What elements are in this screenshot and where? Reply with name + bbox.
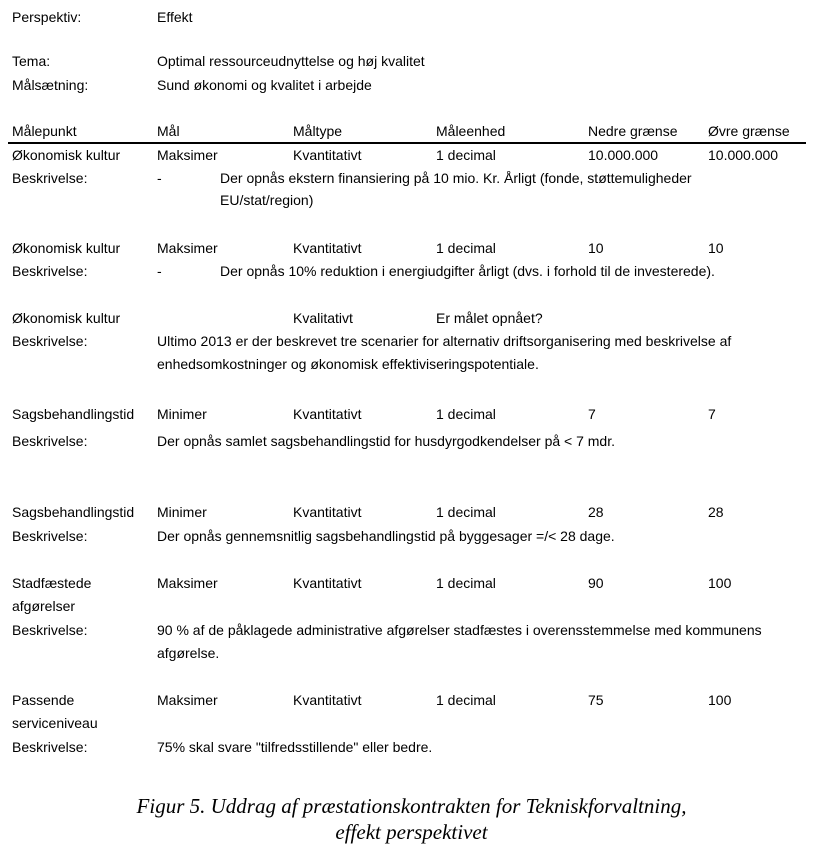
row-1-ovre: 10.000.000: [708, 147, 779, 163]
row-7-mal: Maksimer: [157, 692, 218, 708]
row-6-maleenhed: 1 decimal: [436, 575, 496, 591]
row-2-desc-dash: -: [157, 263, 162, 279]
row-6-mal: Maksimer: [157, 575, 218, 591]
row-2-desc-line-1: Der opnås 10% reduktion i energiudgifter årligt (dvs. i forhold til de investerede).: [220, 263, 715, 279]
row-7-ovre: 100: [708, 692, 732, 708]
row-2-maltype: Kvantitativt: [293, 240, 362, 256]
row-2-ovre: 10: [708, 240, 724, 256]
row-6-desc-line-1: 90 % af de påklagede administrative afgørelser stadfæstes i overensstemmelse med kommunens: [157, 622, 762, 638]
row-4-desc-label: Beskrivelse:: [12, 433, 88, 449]
row-6-ovre: 100: [708, 575, 732, 591]
row-7-malepunkt-line-2: serviceniveau: [12, 715, 98, 731]
row-6-desc-line-2: afgørelse.: [157, 645, 220, 661]
theme-value: Optimal ressourceudnyttelse og høj kvalitet: [157, 53, 425, 69]
perspective-label: Perspektiv:: [12, 9, 82, 25]
row-5-desc-label: Beskrivelse:: [12, 528, 88, 544]
row-4-maltype: Kvantitativt: [293, 406, 362, 422]
row-3-malepunkt: Økonomisk kultur: [12, 310, 121, 326]
row-3-desc-line-1: Ultimo 2013 er der beskrevet tre scenarier for alternativ driftsorganisering med beskrivelse af: [157, 333, 732, 349]
row-4-mal: Minimer: [157, 406, 207, 422]
row-6-desc-label: Beskrivelse:: [12, 622, 88, 638]
row-3-desc-label: Beskrivelse:: [12, 333, 88, 349]
column-header-ovre-graense: Øvre grænse: [708, 123, 790, 139]
row-1-desc-line-1: Der opnås ekstern finansiering på 10 mio. Kr. Årligt (fonde, støttemuligheder: [220, 170, 692, 186]
row-1-maltype: Kvantitativt: [293, 147, 362, 163]
theme-label: Tema:: [12, 53, 51, 69]
row-4-desc-line-1: Der opnås samlet sagsbehandlingstid for husdyrgodkendelser på < 7 mdr.: [157, 433, 615, 449]
row-5-desc-line-1: Der opnås gennemsnitlig sagsbehandlingstid på byggesager =/< 28 dage.: [157, 528, 615, 544]
row-5-ovre: 28: [708, 504, 724, 520]
row-7-maltype: Kvantitativt: [293, 692, 362, 708]
row-5-maleenhed: 1 decimal: [436, 504, 496, 520]
perspective-value: Effekt: [157, 9, 193, 25]
row-6-maltype: Kvantitativt: [293, 575, 362, 591]
row-6-malepunkt-line-1: Stadfæstede: [12, 575, 92, 591]
row-7-maleenhed: 1 decimal: [436, 692, 496, 708]
row-2-maleenhed: 1 decimal: [436, 240, 496, 256]
row-3-maltype: Kvalitativt: [293, 310, 353, 326]
row-4-ovre: 7: [708, 406, 716, 422]
column-header-mal: Mål: [157, 123, 180, 139]
row-4-maleenhed: 1 decimal: [436, 406, 496, 422]
row-7-nedre: 75: [588, 692, 604, 708]
row-1-mal: Maksimer: [157, 147, 218, 163]
figure-caption-line-1: Figur 5. Uddrag af præstationskontrakten for Tekniskforvaltning,: [136, 794, 687, 818]
goal-value: Sund økonomi og kvalitet i arbejde: [157, 77, 372, 93]
row-1-desc-dash: -: [157, 170, 162, 186]
column-header-nedre-graense: Nedre grænse: [588, 123, 678, 139]
row-7-desc-label: Beskrivelse:: [12, 739, 88, 755]
figure-caption-line-2: effekt perspektivet: [335, 820, 488, 844]
column-header-maleenhed: Måleenhed: [436, 123, 506, 139]
row-6-nedre: 90: [588, 575, 604, 591]
row-7-malepunkt-line-1: Passende: [12, 692, 75, 708]
column-header-malepunkt: Målepunkt: [12, 123, 77, 139]
row-6-malepunkt-line-2: afgørelser: [12, 598, 76, 614]
row-1-desc-line-2: EU/stat/region): [220, 192, 314, 208]
row-2-mal: Maksimer: [157, 240, 218, 256]
row-1-nedre: 10.000.000: [588, 147, 659, 163]
row-5-nedre: 28: [588, 504, 604, 520]
row-2-malepunkt: Økonomisk kultur: [12, 240, 121, 256]
row-7-desc-line-1: 75% skal svare "tilfredsstillende" eller bedre.: [157, 739, 433, 755]
header-divider: [8, 142, 806, 144]
row-4-malepunkt: Sagsbehandlingstid: [12, 406, 135, 422]
goal-label: Målsætning:: [12, 77, 89, 93]
row-1-malepunkt: Økonomisk kultur: [12, 147, 121, 163]
row-5-malepunkt: Sagsbehandlingstid: [12, 504, 135, 520]
row-2-nedre: 10: [588, 240, 604, 256]
row-5-maltype: Kvantitativt: [293, 504, 362, 520]
row-5-mal: Minimer: [157, 504, 207, 520]
row-3-desc-line-2: enhedsomkostninger og økonomisk effektiviseringspotentiale.: [157, 356, 539, 372]
row-1-desc-label: Beskrivelse:: [12, 170, 88, 186]
row-3-maleenhed: Er målet opnået?: [436, 310, 543, 326]
column-header-maltype: Måltype: [293, 123, 343, 139]
row-4-nedre: 7: [588, 406, 596, 422]
row-1-maleenhed: 1 decimal: [436, 147, 496, 163]
row-2-desc-label: Beskrivelse:: [12, 263, 88, 279]
